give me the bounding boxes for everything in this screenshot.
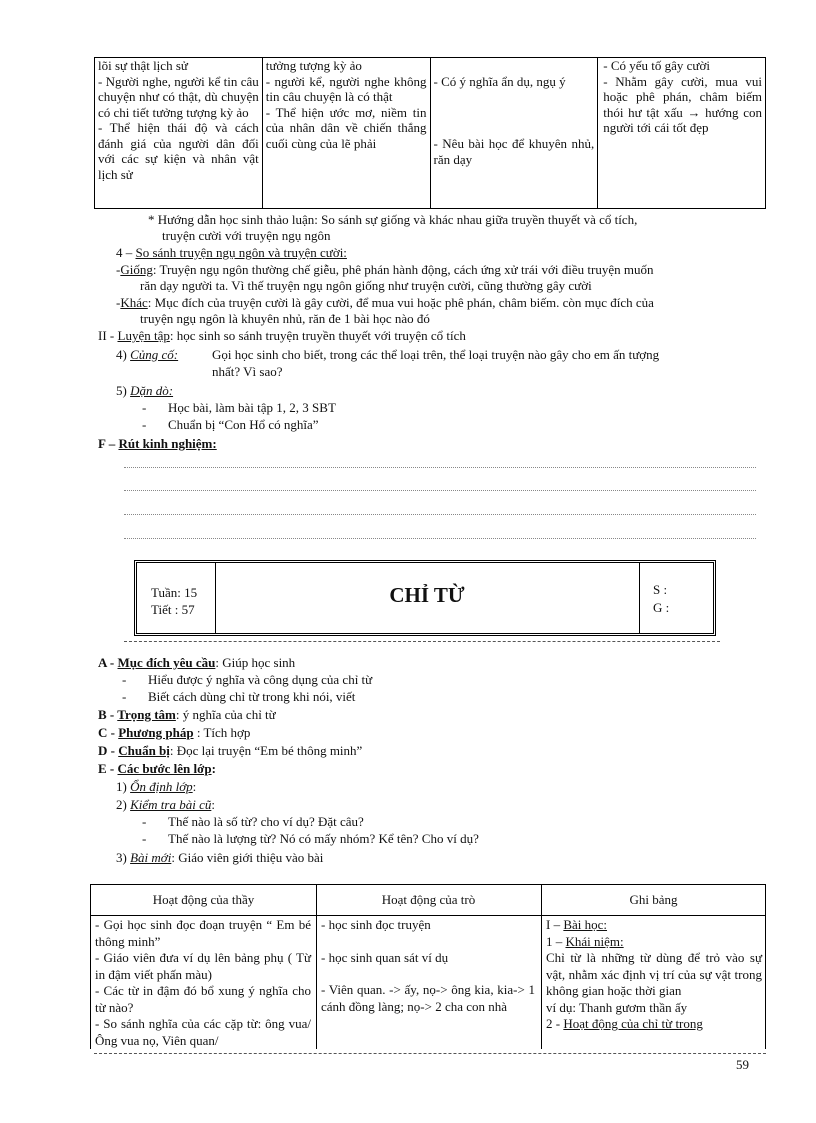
- step-number: 3): [116, 850, 131, 865]
- similarity-label: Giống: [120, 262, 153, 277]
- table-cell: [598, 58, 766, 209]
- cell-text: tưởng tượng kỳ ảo: [265, 58, 362, 73]
- step-number: 2): [116, 797, 131, 812]
- discussion-line: truyện cười với truyện ngụ ngôn: [162, 228, 331, 243]
- footer-divider: [94, 1053, 766, 1054]
- similarity-line: răn dạy người ta. Vì thế truyện ngụ ngôn giống như truyện cười, cũng thường gây cười: [140, 278, 592, 293]
- board-heading-text: Khái niệm:: [565, 933, 624, 949]
- cell-text: - Có yếu tố gây cười: [603, 58, 710, 73]
- steps-colon: :: [211, 761, 216, 776]
- review-text: Thế nào là lượng từ? Nó có mấy nhóm? Kể tên? Cho ví dụ?: [168, 831, 479, 846]
- teacher-item: - Các từ in đậm đó bổ xung ý nghĩa cho từ nào?: [95, 983, 311, 1015]
- homework-number: 5): [116, 383, 131, 398]
- step-label: Bài mới: [130, 850, 172, 865]
- objective-text: Hiểu được ý nghĩa và công dụng của chỉ từ: [148, 672, 373, 687]
- student-header: Hoạt động của trò: [381, 892, 476, 907]
- table-cell: [95, 58, 263, 209]
- dotted-line: [124, 538, 756, 539]
- step-1: [116, 779, 196, 795]
- objective-item: - Hiểu được ý nghĩa và công dụng của chỉ từ: [122, 672, 373, 687]
- preparation-label: Chuẩn bị: [118, 743, 170, 758]
- cell-text: - Thể hiện ước mơ, niềm tin của nhân dân về chiến thắng cuối cùng của lẽ phải: [265, 104, 427, 151]
- consolidate-line: [116, 347, 178, 363]
- similarity-line: -Giống: Truyện ngụ ngôn thường chế giễu, phê phán hành động, cách ứng xử trái với điều truyện muốn: [116, 262, 654, 277]
- similarity-text: : Truyện ngụ ngôn thường chế giễu, phê phán hành động, cách ứng xử trái với điều truyện muốn: [152, 262, 654, 277]
- experience-prefix: F –: [98, 436, 119, 451]
- objective-line: [98, 655, 295, 671]
- cell-text: - Người nghe, người kể tin câu chuyện như có thật, dù chuyện có chi tiết tưởng tượng kỳ ảo: [98, 73, 259, 120]
- student-item: - học sinh đọc truyện: [321, 917, 431, 932]
- student-column: [321, 917, 535, 1015]
- steps-label: Các bước lên lớp: [117, 761, 212, 776]
- experience-label: Rút kinh nghiệm:: [118, 436, 217, 451]
- preparation-text: : Đọc lại truyện “Em bé thông minh”: [169, 743, 363, 758]
- table-cell: [262, 58, 430, 209]
- discussion-line: * Hướng dẫn học sinh thảo luận: So sánh sự giống và khác nhau giữa truyền thuyết và cổ tích,: [148, 212, 638, 227]
- focus-prefix: B -: [98, 707, 118, 722]
- page-number: 59: [736, 1057, 749, 1072]
- objective-prefix: A -: [98, 655, 118, 670]
- step-3: [116, 850, 323, 866]
- objective-text: : Giúp học sinh: [215, 655, 296, 670]
- teacher-item: - Gọi học sinh đọc đoạn truyện “ Em bé thông minh”: [95, 917, 311, 949]
- practice-line: [98, 328, 466, 344]
- teacher-item: - Giáo viên đưa ví dụ lên bảng phụ ( Từ in đậm viết phấn màu): [95, 950, 311, 982]
- board-heading: [546, 1016, 762, 1033]
- focus-line: [98, 707, 276, 723]
- consolidate-text: Gọi học sinh cho biết, trong các thể loại trên, thể loại truyện nào gây cho em ấn tượng: [212, 347, 660, 362]
- board-heading-text: Bài học:: [563, 917, 608, 932]
- step-text: : Giáo viên giới thiệu vào bài: [171, 850, 324, 865]
- dotted-line: [124, 467, 756, 468]
- s-label: S :: [653, 582, 668, 597]
- method-prefix: C -: [98, 725, 119, 740]
- focus-text: : ý nghĩa của chỉ từ: [175, 707, 276, 722]
- consolidate-text: nhất? Vì sao?: [212, 364, 283, 379]
- g-label: G :: [653, 600, 670, 615]
- step-colon: :: [211, 797, 215, 812]
- experience-heading: [98, 436, 217, 452]
- board-definition: Chỉ từ là những từ dùng để trỏ vào sự vật, nhằm xác định vị trí của sự vật trong không gian hoặc thời gian: [546, 950, 762, 998]
- focus-label: Trọng tâm: [117, 707, 176, 722]
- homework-text: Học bài, làm bài tập 1, 2, 3 SBT: [168, 400, 336, 415]
- objective-item: - Biết cách dùng chỉ từ trong khi nói, viết: [122, 689, 356, 704]
- board-heading-text: Hoạt động của chỉ từ trong: [563, 1016, 703, 1031]
- section-title: So sánh truyện ngụ ngôn và truyện cười:: [135, 245, 347, 260]
- lesson-title: CHỈ TỪ: [389, 583, 465, 607]
- board-heading: [546, 917, 762, 934]
- difference-text: : Mục đích của truyện cười là gây cười, để mua vui hoặc phê phán, châm biếm. còn mục đích của: [147, 295, 654, 310]
- board-example: ví dụ: Thanh gươm thần ấy: [546, 999, 688, 1015]
- activity-table: [90, 884, 766, 1049]
- objective-label: Mục đích yêu cầu: [117, 655, 216, 670]
- step-label: Kiểm tra bài cũ: [130, 797, 212, 812]
- table-row: [95, 58, 766, 209]
- difference-line: -Khác: Mục đích của truyện cười là gây cười, để mua vui hoặc phê phán, châm biếm. còn mục đích của: [116, 295, 654, 310]
- cell-text: - Nêu bài học để khuyên nhủ, răn dạy: [433, 136, 595, 167]
- preparation-line: [98, 743, 362, 759]
- period-label: Tiết : 57: [151, 602, 195, 617]
- homework-line: [116, 383, 173, 399]
- cell-text: - Có ý nghĩa ẩn dụ, ngụ ý: [433, 74, 566, 89]
- section-number: 4 –: [116, 245, 136, 260]
- homework-text: Chuẩn bị “Con Hổ có nghĩa”: [168, 417, 319, 432]
- cell-text: - Thể hiện thái độ và cách đánh giá của người dân đối với các sự kiện và nhân vật lịch sử: [98, 120, 259, 182]
- board-column: [546, 917, 762, 1033]
- preparation-prefix: D -: [98, 743, 119, 758]
- consolidate-label: Củng cố:: [130, 347, 179, 362]
- difference-line: truyện ngụ ngôn là khuyên nhủ, răn đe 1 bài học nào đó: [140, 311, 430, 326]
- method-text: : Tích hợp: [193, 725, 251, 740]
- dotted-line: [124, 514, 756, 515]
- cell-text: lõi sự thật lịch sử: [98, 58, 188, 73]
- board-heading-prefix: 2 -: [546, 1016, 564, 1031]
- consolidate-number: 4): [116, 347, 131, 362]
- step-2: [116, 797, 215, 813]
- review-question: - Thế nào là số từ? cho ví dụ? Đặt câu?: [142, 814, 364, 829]
- practice-label: Luyện tập: [117, 328, 170, 343]
- board-heading-prefix: 1 –: [546, 933, 566, 949]
- practice-prefix: II -: [98, 328, 118, 343]
- board-heading: [546, 934, 762, 951]
- homework-item: - Học bài, làm bài tập 1, 2, 3 SBT: [142, 400, 336, 415]
- section-heading: [116, 245, 347, 261]
- homework-item: - Chuẩn bị “Con Hổ có nghĩa”: [142, 417, 319, 432]
- difference-label: Khác: [120, 295, 148, 310]
- homework-label: Dặn dò:: [130, 383, 174, 398]
- review-question: - Thế nào là lượng từ? Nó có mấy nhóm? Kể tên? Cho ví dụ?: [142, 831, 479, 846]
- steps-prefix: E -: [98, 761, 118, 776]
- student-item: - học sinh quan sát ví dụ: [321, 950, 449, 965]
- objective-text: Biết cách dùng chỉ từ trong khi nói, viết: [148, 689, 356, 704]
- week-label: Tuần: 15: [151, 585, 198, 600]
- teacher-column: [95, 917, 311, 1049]
- comparison-table: [94, 57, 766, 209]
- steps-line: [98, 761, 216, 777]
- cell-text: - người kể, người nghe không tin câu chuyện là có thật: [265, 73, 427, 104]
- board-heading-prefix: I –: [546, 917, 564, 932]
- teacher-item: - So sánh nghĩa của các cặp từ: ông vua/ Ông vua nọ, Viên quan/: [95, 1016, 311, 1048]
- board-header: Ghi bảng: [629, 892, 678, 907]
- step-number: 1): [116, 779, 131, 794]
- lesson-header-box: [134, 560, 716, 636]
- student-item: - Viên quan. -> ấy, nọ-> ông kia, kia-> 1 cánh đồng làng; nọ-> 2 cha con nhà: [321, 982, 535, 1014]
- header-divider: [124, 641, 720, 642]
- table-cell: [430, 58, 598, 209]
- practice-text: : học sinh so sánh truyện truyền thuyết với truyện cổ tích: [169, 328, 466, 343]
- method-line: [98, 725, 250, 741]
- method-label: Phương pháp: [118, 725, 194, 740]
- step-colon: :: [192, 779, 197, 794]
- review-text: Thế nào là số từ? cho ví dụ? Đặt câu?: [168, 814, 364, 829]
- step-label: Ổn định lớp: [130, 779, 193, 794]
- teacher-header: Hoạt động của thầy: [152, 892, 255, 907]
- dotted-line: [124, 490, 756, 491]
- cell-text: - Nhằm gây cười, mua vui hoặc phê phán, châm biếm thói hư tật xấu → hướng con người tới cái tốt đẹp: [603, 73, 762, 135]
